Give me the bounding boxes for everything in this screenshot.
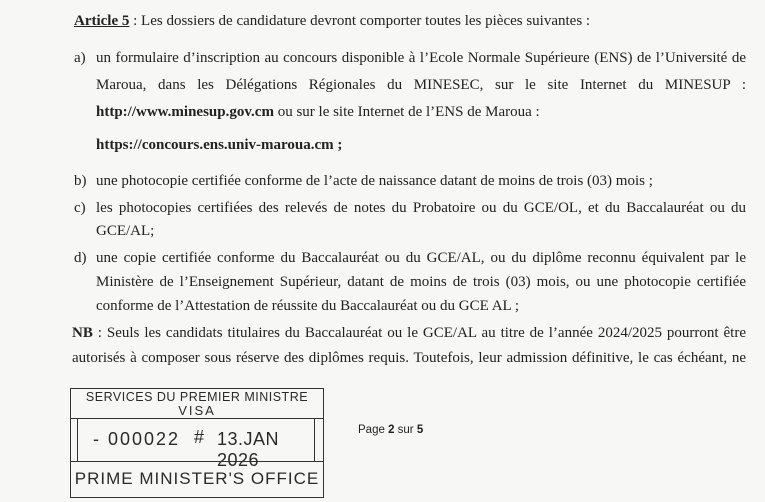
item-a-url1-suffix: ou sur le site Internet de l’ENS de Maroua : (273, 104, 540, 120)
nb-line-1 (72, 324, 746, 342)
item-a-line-1: un formulaire d’inscription au concours disponible à l’Ecole Normale Supérieure (ENS) de l’Université de (96, 50, 746, 66)
page-total: 5 (416, 424, 424, 436)
item-c-label: c) (74, 200, 86, 216)
article-intro: : Les dossiers de candidature devront comporter toutes les pièces suivantes : (129, 13, 591, 29)
page-middle: sur (394, 424, 417, 436)
stamp-divider-top (71, 418, 323, 419)
item-d-label: d) (74, 250, 87, 266)
item-b-line-1: une photocopie certifiée conforme de l’acte de naissance datant de moins de trois (03) mois ; (96, 173, 653, 189)
item-a-line-3 (96, 103, 540, 121)
stamp-divider-left (77, 418, 78, 461)
stamp-date: 13.JAN 2026 (217, 429, 280, 470)
item-a-label: a) (74, 50, 86, 66)
stamp-visa-text: VISA (178, 403, 216, 418)
page-current: 2 (388, 424, 395, 436)
item-a-line-2: Maroua, dans les Délégations Régionales du MINESEC, sur le site Internet du MINESUP : (96, 77, 746, 93)
stamp-number: - 000022 (93, 429, 181, 449)
minesup-url-link[interactable]: http://www.minesup.gov.cm (96, 104, 274, 120)
visa-stamp (70, 388, 324, 498)
ens-url-link[interactable]: https://concours.ens.univ-maroua.cm (96, 137, 334, 153)
page-prefix: Page (358, 424, 389, 436)
nb-text-1: : Seuls les candidats titulaires du Baccalauréat ou le GCE/AL au titre de l’année 2024/2025 pourront être (92, 325, 746, 341)
stamp-divider-bottom (71, 461, 323, 462)
article-heading (74, 12, 590, 30)
nb-line-2: autorisés à composer sous réserve des diplômes requis. Toutefois, leur admission définitive, le cas échéant, ne (72, 350, 746, 366)
stamp-initial-mark: # (194, 427, 205, 447)
nb-label: NB (72, 325, 93, 341)
item-a-url2-suffix: ; (333, 137, 343, 153)
item-d-line-2: Ministère de l’Enseignement Supérieur, datant de moins de trois (03) mois, ou une photocopie certifiée (96, 274, 746, 290)
article-title: Article 5 (74, 13, 130, 29)
item-a-line-4 (96, 136, 342, 154)
item-d-line-1: une copie certifiée conforme du Baccalauréat ou du GCE/AL, ou du diplôme reconnu équivalent par le (96, 250, 746, 266)
stamp-services-text: SERVICES DU PREMIER MINISTRE (85, 390, 309, 404)
stamp-office-text: PRIME MINISTER'S OFFICE (74, 469, 320, 488)
item-d-line-3: conforme de l’Attestation de réussite du Baccalauréat ou du GCE AL ; (96, 298, 520, 314)
page-number (358, 424, 423, 436)
item-c-line-1: les photocopies certifiées des relevés de notes du Probatoire ou du GCE/OL, et du Baccalauréat ou du (96, 200, 746, 216)
item-b-label: b) (74, 173, 87, 189)
item-c-line-2: GCE/AL; (96, 223, 155, 239)
